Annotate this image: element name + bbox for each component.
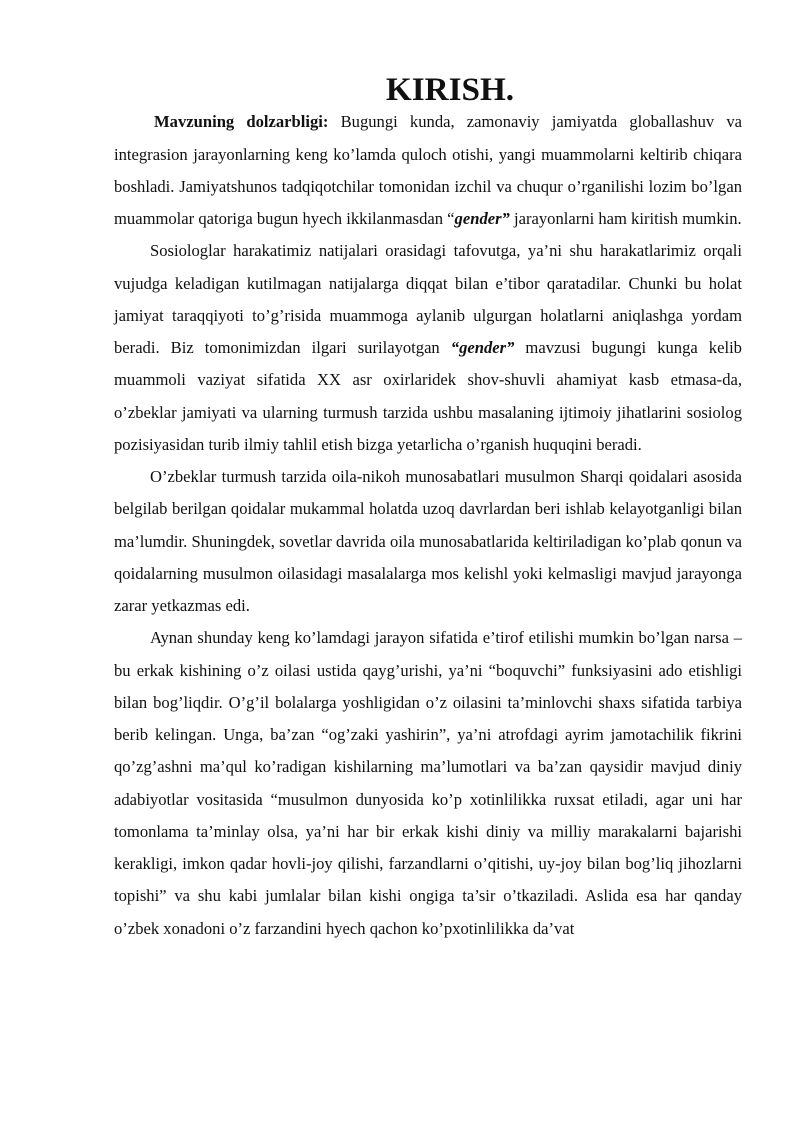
paragraph-text: Sosiologlar harakatimiz natijalari orasidagi tafovutga, ya’ni shu harakatlarimiz orqali vujudga keladigan kutilmagan natijalarga diqqat bilan e’tibor qaratadilar. Chunki bu holat jamiyat taraqqiyoti to’g’risida muammoga aylanib ulgurgan holatlarni aniqlashga yordam beradi. Biz tomonimizdan ilgari surilayotgan (114, 241, 742, 357)
gender-term: “gender” (450, 338, 515, 357)
paragraph-family-relations: O’zbeklar turmush tarzida oila-nikoh munosabatlari musulmon Sharqi qoidalari asosida belgilab berilgan qoidalar mukammal holatda uzoq davrlardan beri ishlab kelayotganligi bilan ma’lumdir. Shuningdek, sovetlar davrida oila munosabatlarida keltiriladigan ko’plab qonun va qoidalarning musulmon oilasidagi masalalarga mos kelishl yoki kelmasligi mavjud jarayonga zarar yetkazmas edi. (114, 467, 742, 615)
paragraph-sociologists (114, 235, 742, 461)
paragraph-text: jarayonlarni ham kiritish mumkin. (509, 209, 742, 228)
paragraph-breadwinner: Aynan shunday keng ko’lamdagi jarayon sifatida e’tirof etilishi mumkin bo’lgan narsa – bu erkak kishining o’z oilasi ustida qayg’urishi, ya’ni “boquvchi” funksiyasini ado etishligi bilan bog’liqdir. O’g’il bolalarga yoshligidan o’z oilasini ta’minlovchi shaxs sifatida tarbiya berib kelingan. Unga, ba’zan “og’zaki yashirin”, ya’ni atrofdagi ayrim jamotachilik fikrini qo’zg’ashni ma’qul ko’radigan kishilarning ma’lumotlari va ba’zan qaysidir mavjud diniy adabiyotlar vositasida “musulmon dunyosida ko’p xotinlilikka ruxsat etiladi, agar uni har tomonlama ta’minlay olsa, ya’ni har bir erkak kishi diniy va milliy marakalarni bajarishi kerakligi, imkon qadar hovli-joy qilishi, farzandlarni o’qitishi, uy-joy bilan bog’liq jihozlarni topishi” va shu kabi jumlalar bilan kishi ongiga ta’sir o’tkaziladi. Aslida esa har qanday o’zbek xonadoni o’z farzandini hyech qachon ko’pxotinlilikka da’vat (114, 628, 742, 938)
gender-term: gender” (454, 209, 510, 228)
page-title: KIRISH. (385, 71, 515, 108)
document-body (114, 71, 742, 945)
paragraph-relevance (114, 106, 742, 235)
relevance-lead: Mavzuning dolzarbligi: (154, 112, 329, 132)
paragraph-text: mavzusi bugungi kunga kelib muammoli vaziyat sifatida XX asr oxirlaridek shov-shuvli ahamiyat kasb etmasa-da, o’zbeklar jamiyati va ularning turmush tarzida ushbu masalaning ijtimoiy jihatlarini sosiolog pozisiyasidan turib ilmiy tahlil etish bizga yetarlicha o’rganish huquqini beradi. (114, 338, 742, 454)
paragraph-text: Bugungi kunda, zamonaviy jamiyatda globallashuv va integrasion jarayonlarning keng ko’lamda quloch otishi, yangi muammolarni keltirib chiqara boshladi. Jamiyatshunos tadqiqotchilar tomonidan izchil va chuqur o’rganilishi lozim bo’lgan muammolar qatoriga bugun hyech ikkilanmasdan “ (114, 112, 742, 228)
